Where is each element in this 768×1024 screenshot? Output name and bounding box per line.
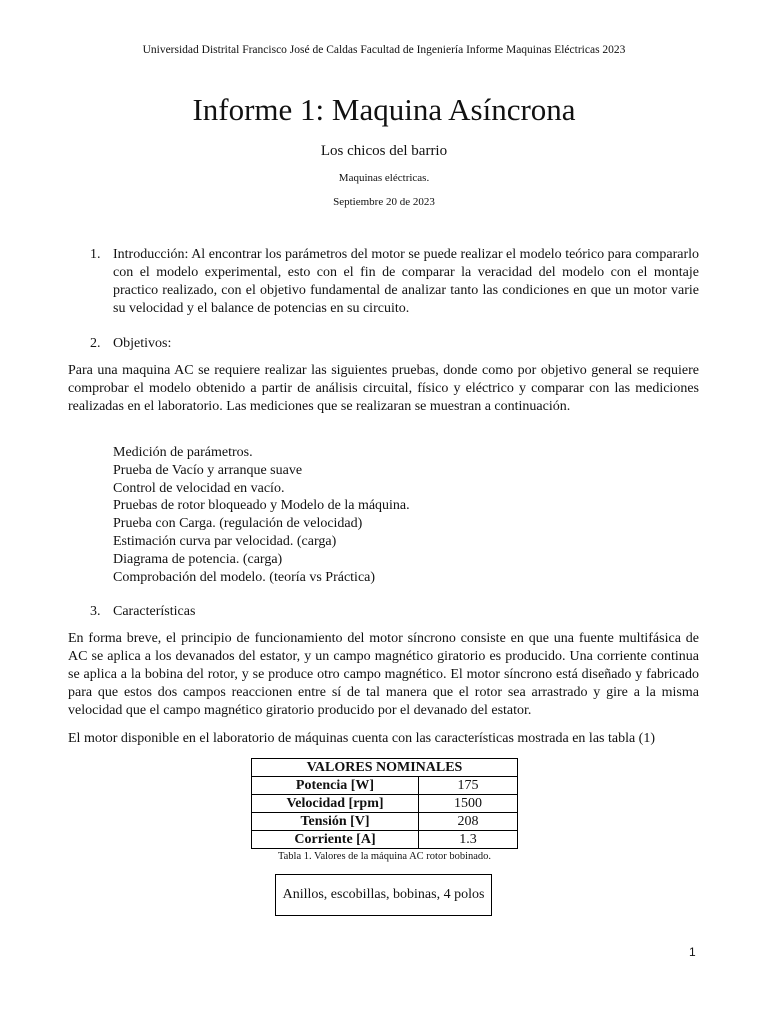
table-cell-value: 175 [419, 777, 518, 795]
list-item: Estimación curva par velocidad. (carga) [113, 533, 337, 549]
table-cell-value: 1.3 [419, 831, 518, 849]
table-cell-label: Potencia [W] [252, 777, 419, 795]
list-item: Prueba con Carga. (regulación de velocidad) [113, 516, 363, 532]
tests-list [113, 444, 410, 586]
section-text: Objetivos: [113, 336, 172, 351]
running-header: Universidad Distrital Francisco José de Caldas Facultad de Ingeniería Informe Maquinas Eléctricas 2023 [142, 44, 626, 56]
section-text: Introducción: Al encontrar los parámetros del motor se puede realizar el modelo teórico para compararlo con el modelo experimental, esto con el fin de comparar la veracidad del modelo con el montaje practico realizado, con el objetivo fundamental de analizar tanto las condiciones en que un motor varie su velocidad y el balance de potencias en su circuito. [113, 247, 699, 316]
objectives-paragraph: Para una maquina AC se requiere realizar las siguientes pruebas, donde como por objetivo general se requiere comprobar el modelo obtenido a partir de análisis circuital, físico y eléctrico y comparar con las mediciones realizadas en el laboratorio. Las mediciones que se realizaran se muestran a continuación. [68, 363, 699, 414]
table-row [252, 813, 518, 831]
table-cell-label: Corriente [A] [252, 831, 419, 849]
list-item: Prueba de Vacío y arranque suave [113, 462, 303, 478]
list-item: Control de velocidad en vacío. [113, 480, 285, 496]
date-line: Septiembre 20 de 2023 [333, 196, 435, 208]
table-row [252, 795, 518, 813]
table-cell-label: Velocidad [rpm] [252, 795, 419, 813]
table-row [252, 831, 518, 849]
list-item: Pruebas de rotor bloqueado y Modelo de la máquina. [113, 498, 410, 514]
section-number: 2. [90, 336, 101, 351]
author-line: Los chicos del barrio [320, 143, 448, 159]
table-cell-value: 208 [419, 813, 518, 831]
section-number: 1. [90, 247, 101, 262]
subject-line: Maquinas eléctricas. [338, 172, 430, 184]
section-number: 3. [90, 604, 101, 619]
table-header-row [252, 759, 518, 777]
nominal-values-table [251, 758, 518, 849]
section-objectives [90, 335, 699, 353]
document-title: Informe 1: Maquina Asíncrona [192, 92, 576, 127]
table-row [252, 777, 518, 795]
table-caption: Tabla 1. Valores de la máquina AC rotor bobinado. [277, 851, 492, 862]
table-header: VALORES NOMINALES [252, 759, 518, 777]
list-item: Diagrama de potencia. (carga) [113, 551, 283, 567]
lab-paragraph: El motor disponible en el laboratorio de máquinas cuenta con las características mostrada en las tabla (1) [68, 731, 656, 746]
page-number: 1 [689, 945, 696, 959]
boxed-note: Anillos, escobillas, bobinas, 4 polos [275, 874, 492, 916]
table-cell-label: Tensión [V] [252, 813, 419, 831]
section-text: Características [113, 604, 196, 619]
characteristics-paragraph: En forma breve, el principio de funcionamiento del motor síncrono consiste en que una fuente multifásica de AC se aplica a los devanados del estator, y un campo magnético giratorio es producido. Una corriente continua se aplica a la bobina del rotor, y se produce otro campo magnético. El motor síncrono está diseñado y fabricado para que estos dos campos reaccionen entre sí de tal manera que el rotor sea arrastrado y gire a la misma velocidad que el campo magnético giratorio producido por el devanado del estator. [68, 631, 699, 718]
list-item: Comprobación del modelo. (teoría vs Práctica) [113, 569, 376, 585]
table-cell-value: 1500 [419, 795, 518, 813]
list-item: Medición de parámetros. [113, 445, 253, 460]
section-characteristics [90, 603, 699, 621]
section-introduction [90, 246, 699, 318]
